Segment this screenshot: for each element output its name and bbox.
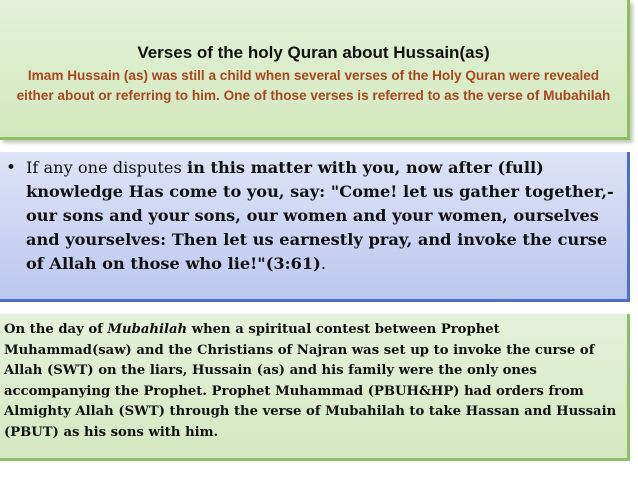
verse-panel [0,152,630,302]
mubahilah-term: Mubahilah [107,322,188,337]
verse-body: in this matter with you, now after (full) knowledge Has come to you, say: "Come! let us gather together,- our sons and your sons, our women and your women, ourselves and yourselves: Then let us earnestly pray, and invoke the curse of Allah on those who lie!"(3:61) [26,158,614,273]
title-panel [0,0,630,140]
verse-tail: . [320,254,326,273]
intro-text: Imam Hussain (as) was still a child when several verses of the Holy Quran were revealed either about or referring to him. One of those verses is referred to as the verse of Mubahilah [16,68,611,103]
history-text [4,320,624,443]
verse-lead: If any one disputes [26,158,187,177]
history-post: when a spiritual contest between Prophet Muhammad(saw) and the Christians of Najran was set up to invoke the curse of Allah (SWT) on the liars, Hussain (as) and his family were the only ones accompanying the Prophet. Prophet Muhammad (PBUH&HP) had orders from Almighty Allah (SWT) through the verse of Mubahilah to take Hassan and Hussain (PBUT) as his sons with him. [4,322,617,440]
verse-text [26,156,626,276]
slide-title: Verses of the holy Quran about Hussain(as) [137,43,490,62]
bullet-icon: • [6,158,17,178]
history-pre: On the day of [4,322,108,337]
history-panel [0,314,630,461]
